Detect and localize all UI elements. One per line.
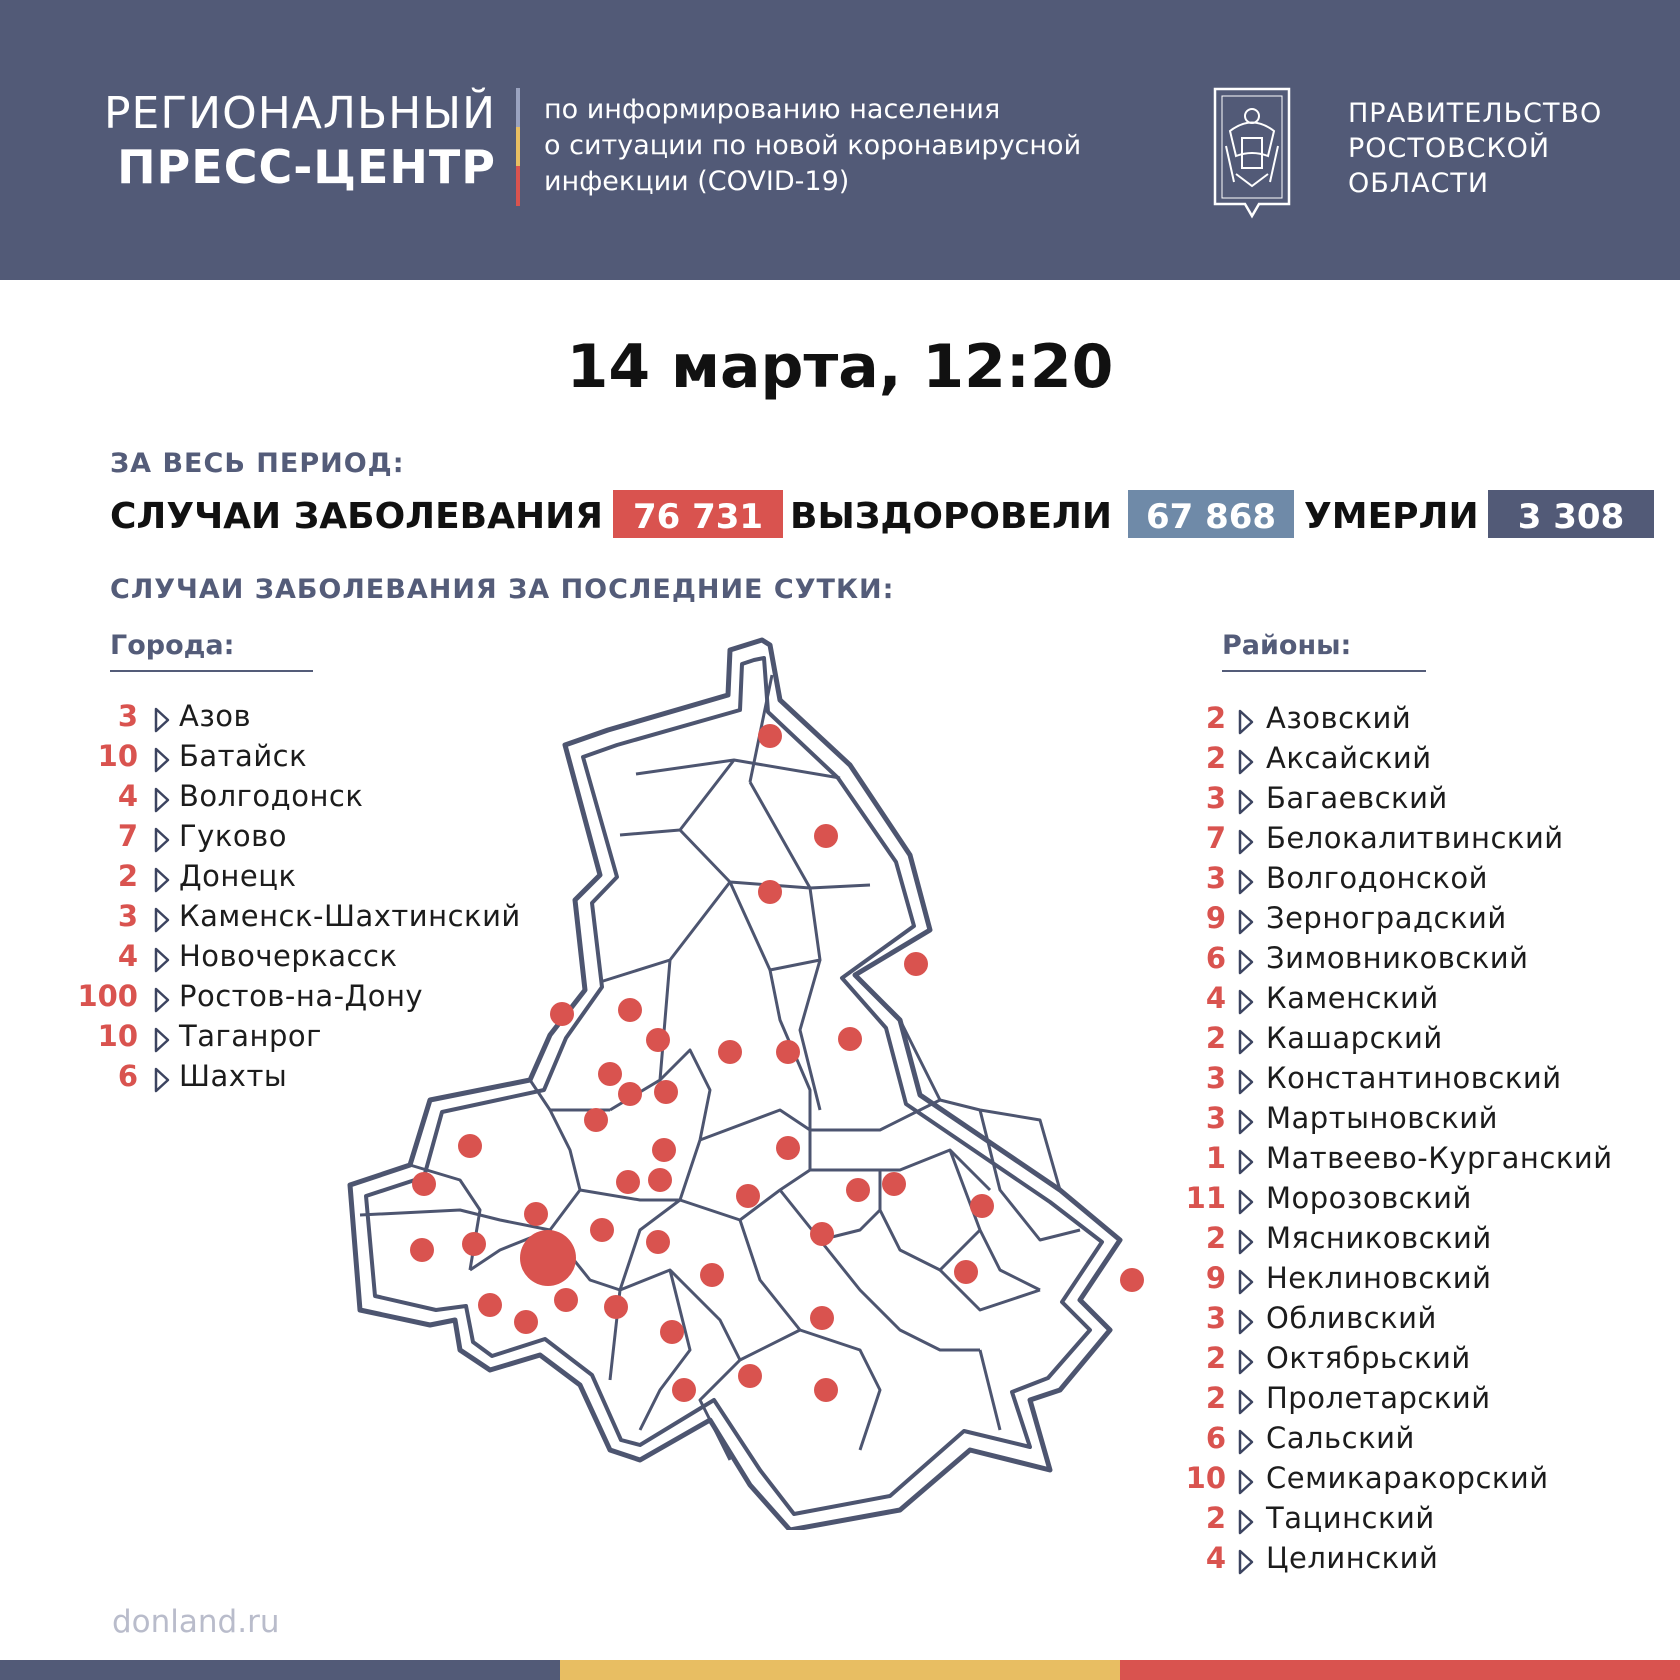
case-marker <box>954 1260 978 1284</box>
case-marker <box>776 1040 800 1064</box>
district-name: Азовский <box>1266 701 1412 735</box>
district-row <box>0 1538 1680 1578</box>
case-marker <box>604 1295 628 1319</box>
triangle-arrow-icon <box>1238 1465 1254 1491</box>
case-marker <box>646 1028 670 1052</box>
case-count: 7 <box>1205 821 1226 855</box>
case-count: 2 <box>1205 1381 1226 1415</box>
site-url: donland.ru <box>112 1604 280 1640</box>
district-name: Обливский <box>1266 1301 1437 1335</box>
deaths-label: УМЕРЛИ <box>1304 496 1479 537</box>
district-name: Каменский <box>1266 981 1439 1015</box>
triangle-arrow-icon <box>1238 985 1254 1011</box>
case-count: 100 <box>77 979 138 1013</box>
triangle-arrow-icon <box>1238 1345 1254 1371</box>
total-period-heading: ЗА ВЕСЬ ПЕРИОД: <box>110 448 405 479</box>
district-name: Константиновский <box>1266 1061 1562 1095</box>
case-marker <box>654 1080 678 1104</box>
triangle-arrow-icon <box>1238 1105 1254 1131</box>
triangle-arrow-icon <box>1238 945 1254 971</box>
district-name: Белокалитвинский <box>1266 821 1564 855</box>
triangle-arrow-icon <box>1238 1385 1254 1411</box>
case-count: 3 <box>1205 1061 1226 1095</box>
case-count: 4 <box>1205 981 1226 1015</box>
title-line-1: РЕГИОНАЛЬНЫЙ <box>104 88 496 139</box>
case-marker <box>718 1040 742 1064</box>
case-count: 7 <box>117 819 138 853</box>
case-marker <box>700 1263 724 1287</box>
case-count: 2 <box>1205 701 1226 735</box>
district-name: Зимовниковский <box>1266 941 1529 975</box>
tricolor-divider <box>516 88 520 206</box>
case-count: 10 <box>1185 1461 1226 1495</box>
districts-heading: Районы: <box>1222 630 1352 661</box>
case-marker <box>618 998 642 1022</box>
case-count: 2 <box>1205 1021 1226 1055</box>
cities-heading: Города: <box>110 630 235 661</box>
case-marker <box>550 1002 574 1026</box>
district-name: Октябрьский <box>1266 1341 1471 1375</box>
case-marker <box>736 1184 760 1208</box>
district-name: Матвеево-Курганский <box>1266 1141 1613 1175</box>
case-marker <box>660 1320 684 1344</box>
case-count: 10 <box>97 739 138 773</box>
case-count: 3 <box>117 899 138 933</box>
cases-badge: 76 731 <box>613 490 783 538</box>
district-borders <box>360 675 1080 1460</box>
case-count: 9 <box>1205 1261 1226 1295</box>
case-marker <box>616 1170 640 1194</box>
subtitle-line: инфекции (COVID-19) <box>544 166 850 197</box>
title-line-2: ПРЕСС-ЦЕНТР <box>117 140 496 194</box>
case-marker <box>738 1364 762 1388</box>
case-marker <box>410 1238 434 1262</box>
case-count: 4 <box>117 779 138 813</box>
case-marker <box>904 952 928 976</box>
case-marker <box>524 1202 548 1226</box>
case-count: 3 <box>1205 781 1226 815</box>
deaths-badge: 3 308 <box>1488 490 1654 538</box>
subtitle-line: о ситуации по новой коронавирусной <box>544 130 1082 161</box>
case-marker <box>758 724 782 748</box>
case-marker <box>584 1108 608 1132</box>
city-name: Волгодонск <box>179 779 364 813</box>
city-name: Новочеркасск <box>179 939 398 973</box>
city-name: Таганрог <box>179 1019 322 1053</box>
case-count: 4 <box>117 939 138 973</box>
district-name: Морозовский <box>1266 1181 1472 1215</box>
district-name: Неклиновский <box>1266 1261 1492 1295</box>
case-count: 4 <box>1205 1541 1226 1575</box>
case-marker <box>520 1230 576 1286</box>
case-count: 3 <box>1205 861 1226 895</box>
case-marker <box>814 824 838 848</box>
coat-of-arms-icon <box>1212 86 1292 220</box>
case-marker <box>478 1293 502 1317</box>
case-count: 10 <box>97 1019 138 1053</box>
case-marker <box>672 1378 696 1402</box>
triangle-arrow-icon <box>1238 1545 1254 1571</box>
triangle-arrow-icon <box>1238 1025 1254 1051</box>
case-count: 2 <box>117 859 138 893</box>
case-count: 2 <box>1205 741 1226 775</box>
gov-line: РОСТОВСКОЙ <box>1348 133 1551 164</box>
press-center-title <box>104 88 496 194</box>
case-marker <box>590 1218 614 1242</box>
case-count: 1 <box>1205 1141 1226 1175</box>
triangle-arrow-icon <box>1238 1065 1254 1091</box>
district-name: Мясниковский <box>1266 1221 1492 1255</box>
triangle-arrow-icon <box>1238 785 1254 811</box>
case-count: 6 <box>117 1059 138 1093</box>
recovered-label: ВЫЗДОРОВЕЛИ <box>790 496 1113 537</box>
footer-stripe-yellow <box>560 1660 1120 1680</box>
case-marker <box>838 1027 862 1051</box>
case-count: 2 <box>1205 1221 1226 1255</box>
district-name: Сальский <box>1266 1421 1415 1455</box>
case-count: 9 <box>1205 901 1226 935</box>
city-name: Шахты <box>179 1059 288 1093</box>
city-name: Ростов-на-Дону <box>179 979 424 1013</box>
cities-underline <box>110 670 313 672</box>
case-count: 2 <box>1205 1501 1226 1535</box>
case-marker <box>458 1134 482 1158</box>
case-marker <box>882 1172 906 1196</box>
district-name: Тацинский <box>1266 1501 1435 1535</box>
case-marker <box>1120 1268 1144 1292</box>
case-count: 3 <box>1205 1101 1226 1135</box>
triangle-arrow-icon <box>1238 1185 1254 1211</box>
case-marker <box>646 1230 670 1254</box>
case-marker <box>652 1138 676 1162</box>
district-name: Аксайский <box>1266 741 1432 775</box>
case-count: 3 <box>117 699 138 733</box>
case-count: 6 <box>1205 1421 1226 1455</box>
case-marker <box>514 1310 538 1334</box>
district-name: Семикаракорский <box>1266 1461 1549 1495</box>
gov-line: ОБЛАСТИ <box>1348 168 1490 199</box>
triangle-arrow-icon <box>1238 1505 1254 1531</box>
government-name <box>1348 96 1602 201</box>
case-count: 11 <box>1185 1181 1226 1215</box>
footer-stripe-red <box>1120 1660 1680 1680</box>
case-marker <box>758 880 782 904</box>
header-banner <box>0 0 1680 280</box>
triangle-arrow-icon <box>1238 825 1254 851</box>
case-marker <box>970 1194 994 1218</box>
case-marker <box>462 1232 486 1256</box>
city-name: Азов <box>179 699 252 733</box>
city-name: Каменск-Шахтинский <box>179 899 521 933</box>
case-marker <box>412 1172 436 1196</box>
case-marker <box>554 1288 578 1312</box>
city-name: Гуково <box>179 819 287 853</box>
subtitle-line: по информированию населения <box>544 94 1001 125</box>
case-marker <box>618 1082 642 1106</box>
case-marker <box>776 1136 800 1160</box>
cases-label: СЛУЧАИ ЗАБОЛЕВАНИЯ <box>110 496 603 537</box>
case-marker <box>648 1168 672 1192</box>
recovered-badge: 67 868 <box>1128 490 1294 538</box>
city-name: Донецк <box>179 859 297 893</box>
triangle-arrow-icon <box>1238 1265 1254 1291</box>
region-outer-border <box>350 640 1120 1530</box>
triangle-arrow-icon <box>1238 1425 1254 1451</box>
triangle-arrow-icon <box>1238 1225 1254 1251</box>
case-marker <box>810 1222 834 1246</box>
triangle-arrow-icon <box>1238 905 1254 931</box>
case-marker <box>598 1062 622 1086</box>
triangle-arrow-icon <box>1238 1305 1254 1331</box>
district-name: Целинский <box>1266 1541 1439 1575</box>
district-name: Волгодонской <box>1266 861 1488 895</box>
case-count: 2 <box>1205 1341 1226 1375</box>
case-marker <box>814 1378 838 1402</box>
district-name: Зерноградский <box>1266 901 1507 935</box>
city-name: Батайск <box>179 739 308 773</box>
district-name: Мартыновский <box>1266 1101 1498 1135</box>
case-marker <box>846 1178 870 1202</box>
region-map <box>340 630 1200 1530</box>
triangle-arrow-icon <box>1238 865 1254 891</box>
triangle-arrow-icon <box>1238 1145 1254 1171</box>
gov-line: ПРАВИТЕЛЬСТВО <box>1348 98 1603 129</box>
report-date: 14 марта, 12:20 <box>566 332 1114 402</box>
district-name: Пролетарский <box>1266 1381 1491 1415</box>
district-name: Багаевский <box>1266 781 1448 815</box>
triangle-arrow-icon <box>1238 745 1254 771</box>
district-name: Кашарский <box>1266 1021 1443 1055</box>
daily-heading: СЛУЧАИ ЗАБОЛЕВАНИЯ ЗА ПОСЛЕДНИЕ СУТКИ: <box>110 574 895 605</box>
case-marker <box>810 1306 834 1330</box>
case-count: 3 <box>1205 1301 1226 1335</box>
header-subtitle <box>544 92 1081 200</box>
triangle-arrow-icon <box>1238 705 1254 731</box>
districts-underline <box>1222 670 1426 672</box>
footer-stripe-blue <box>0 1660 560 1680</box>
case-count: 6 <box>1205 941 1226 975</box>
